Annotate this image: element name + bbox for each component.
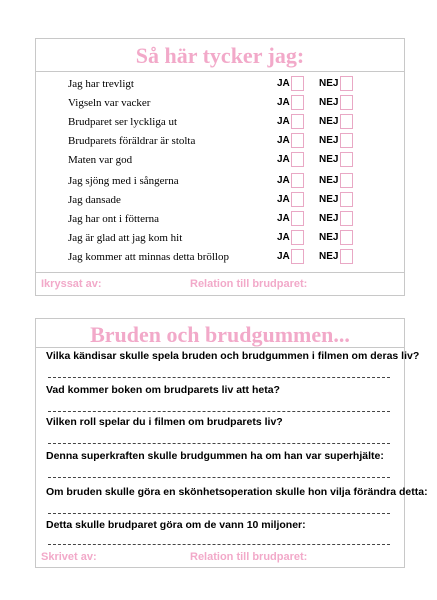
ja-checkbox[interactable]	[291, 95, 304, 110]
question-text: Vilka kändisar skulle spela bruden och brudgummen i filmen om deras liv?	[46, 350, 420, 362]
nej-checkbox[interactable]	[340, 230, 353, 245]
question-text: Jag har trevligt	[68, 78, 134, 90]
question-row	[36, 191, 404, 210]
ja-label: JA	[277, 213, 290, 224]
nej-checkbox[interactable]	[340, 211, 353, 226]
ja-checkbox[interactable]	[291, 249, 304, 264]
nej-checkbox[interactable]	[340, 133, 353, 148]
relation-label: Relation till brudparet:	[190, 551, 308, 563]
ja-label: JA	[277, 154, 290, 165]
nej-label: NEJ	[319, 116, 339, 127]
ja-checkbox[interactable]	[291, 230, 304, 245]
question-row	[36, 151, 404, 170]
nej-checkbox[interactable]	[340, 192, 353, 207]
nej-checkbox[interactable]	[340, 173, 353, 188]
answer-line[interactable]	[48, 477, 390, 478]
question-text: Maten var god	[68, 154, 133, 166]
question-text: Brudparets föräldrar är stolta	[68, 135, 196, 147]
ja-checkbox[interactable]	[291, 76, 304, 91]
question-text: Om bruden skulle göra en skönhetsoperation skulle hon vilja förändra detta:	[46, 486, 428, 498]
nej-label: NEJ	[319, 97, 339, 108]
ja-label: JA	[277, 135, 290, 146]
question-row	[36, 210, 404, 229]
opinion-card-title: Så här tycker jag:	[135, 43, 305, 68]
question-text: Jag dansade	[68, 194, 121, 206]
answer-line[interactable]	[48, 377, 390, 378]
question-text: Jag sjöng med i sångerna	[68, 175, 179, 187]
nej-label: NEJ	[319, 175, 339, 186]
ja-checkbox[interactable]	[291, 152, 304, 167]
ja-label: JA	[277, 175, 290, 186]
question-row	[36, 248, 404, 267]
answer-line[interactable]	[48, 513, 390, 514]
ja-label: JA	[277, 78, 290, 89]
opinion-card	[35, 38, 405, 296]
question-text: Brudparet ser lyckliga ut	[68, 116, 178, 128]
ja-label: JA	[277, 194, 290, 205]
ja-checkbox[interactable]	[291, 173, 304, 188]
nej-label: NEJ	[319, 194, 339, 205]
ja-checkbox[interactable]	[291, 211, 304, 226]
nej-label: NEJ	[319, 154, 339, 165]
question-row	[36, 94, 404, 113]
question-text: Jag är glad att jag kom hit	[68, 232, 183, 244]
nej-checkbox[interactable]	[340, 95, 353, 110]
nej-label: NEJ	[319, 213, 339, 224]
ja-label: JA	[277, 232, 290, 243]
question-text: Jag kommer att minnas detta bröllop	[68, 251, 229, 263]
written-by-label: Skrivet av:	[41, 551, 97, 563]
ja-label: JA	[277, 251, 290, 262]
question-text: Denna superkraften skulle brudgummen ha om han var superhjälte:	[46, 450, 384, 462]
ja-checkbox[interactable]	[291, 114, 304, 129]
question-row	[36, 75, 404, 94]
nej-checkbox[interactable]	[340, 76, 353, 91]
nej-label: NEJ	[319, 135, 339, 146]
nej-label: NEJ	[319, 232, 339, 243]
answer-line[interactable]	[48, 411, 390, 412]
ja-label: JA	[277, 116, 290, 127]
question-row	[36, 172, 404, 191]
question-row	[36, 229, 404, 248]
ja-checkbox[interactable]	[291, 192, 304, 207]
question-text: Detta skulle brudparet göra om de vann 10 miljoner:	[46, 519, 306, 531]
answer-line[interactable]	[48, 544, 390, 545]
question-text: Jag har ont i fötterna	[68, 213, 160, 225]
title-divider	[36, 347, 404, 348]
nej-label: NEJ	[319, 251, 339, 262]
question-text: Vigseln var vacker	[68, 97, 151, 109]
question-row	[36, 113, 404, 132]
nej-checkbox[interactable]	[340, 114, 353, 129]
answer-line[interactable]	[48, 443, 390, 444]
question-text: Vilken roll spelar du i filmen om brudparets liv?	[46, 416, 283, 428]
checked-by-label: Ikryssat av:	[41, 278, 102, 290]
couple-questions-card	[35, 318, 428, 568]
ja-checkbox[interactable]	[291, 133, 304, 148]
footer-divider	[36, 272, 404, 273]
nej-checkbox[interactable]	[340, 152, 353, 167]
couple-card-title: Bruden och brudgummen...	[90, 322, 350, 347]
question-text: Vad kommer boken om brudparets liv att heta?	[46, 384, 280, 396]
nej-checkbox[interactable]	[340, 249, 353, 264]
relation-label: Relation till brudparet:	[190, 278, 308, 290]
title-divider	[36, 71, 404, 72]
nej-label: NEJ	[319, 78, 339, 89]
question-row	[36, 132, 404, 151]
ja-label: JA	[277, 97, 290, 108]
